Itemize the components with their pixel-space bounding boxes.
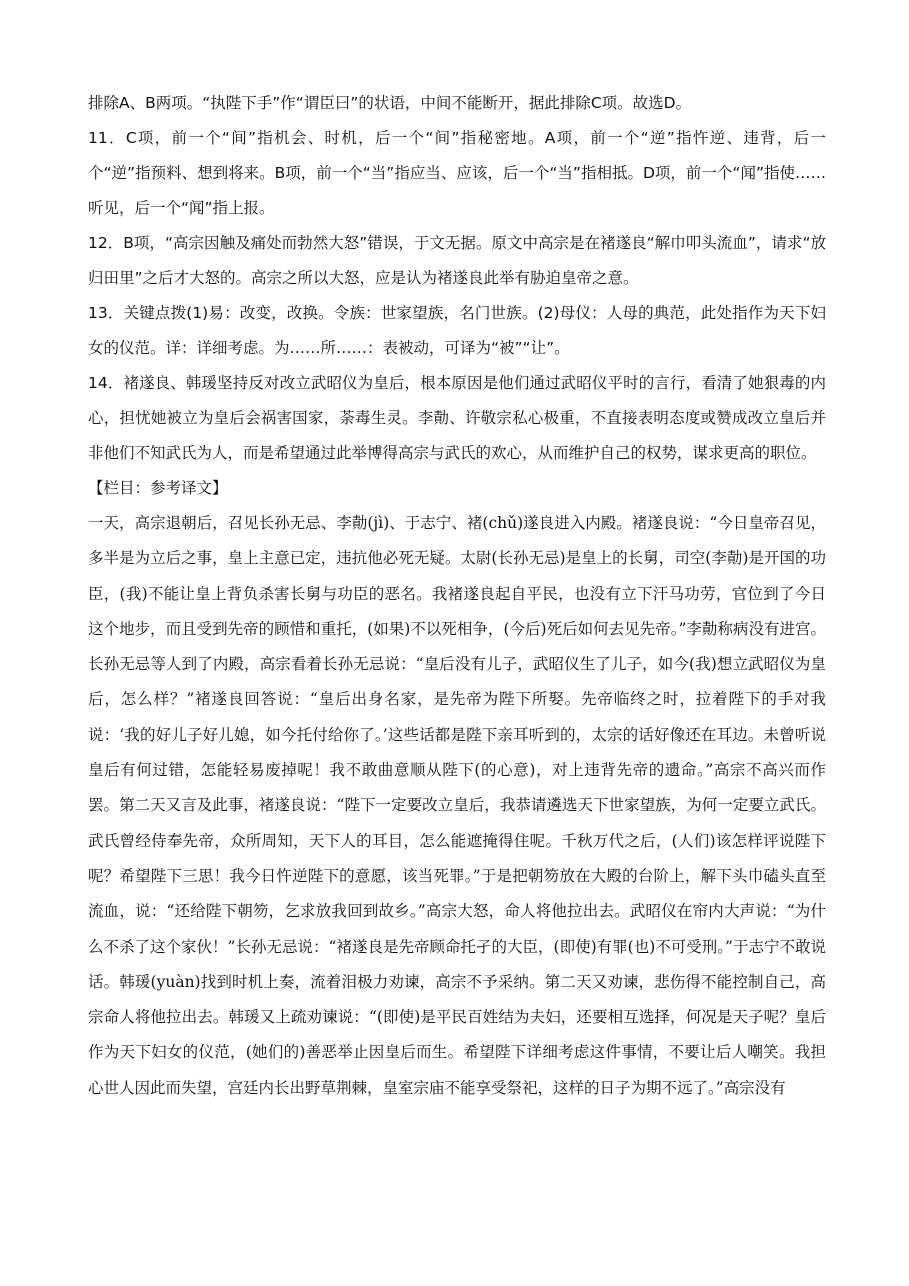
document-page bbox=[88, 86, 826, 1106]
section-title: 【栏目：参考译文】 bbox=[88, 479, 228, 497]
answer-14: 14．褚遂良、韩瑗坚持反对改立武昭仪为皇后，根本原因是他们通过武昭仪平时的言行，看清了她狠毒的内心，担忧她被立为皇后会祸害国家，荼毒生灵。李勣、许敬宗私心极重，不直接表明态度或赞成改立皇后并非他们不知武氏为人，而是希望通过此举博得高宗与武氏的欢心，从而维护自己的权势，谋求更高的职位。 bbox=[88, 374, 826, 462]
answer-13: 13．关键点拨(1)易：改变，改换。令族：世家望族，名门世族。(2)母仪：人母的典范，此处指作为天下妇女的仪范。详：详细考虑。为……所……：表被动，可译为“被”“让”。 bbox=[88, 304, 826, 357]
answer-12: 12．B项，“高宗因触及痛处而勃然大怒”错误，于文无据。原文中高宗是在褚遂良“解巾叩头流血”，请求“放归田里”之后才大怒的。高宗之所以大怒，应是认为褚遂良此举有胁迫皇帝之意。 bbox=[88, 234, 826, 287]
answer-10-tail: 排除A、B两项。“执陛下手”作“谓臣曰”的状语，中间不能断开，据此排除C项。故选D。 bbox=[88, 94, 692, 112]
reference-translation bbox=[88, 506, 826, 1106]
answer-explanations bbox=[88, 86, 826, 471]
translation-paragraph: 一天，高宗退朝后，召见长孙无忌、李勣(jì)、于志宁、褚(chǔ)遂良进入内殿。褚遂良说：“今日皇帝召见，多半是为立后之事，皇上主意已定，违抗他必死无疑。太尉(长孙无忌)是皇上的长舅，司空(李勣)是开国的功臣，(我)不能让皇上背负杀害长舅与功臣的恶名。我褚遂良起自平民，也没有立下汗马功劳，官位到了今日这个地步，而且受到先帝的顾惜和重托，(如果)不以死相争，(今后)死后如何去见先帝。”李勣称病没有进宫。长孙无忌等人到了内殿，高宗看着长孙无忌说：“皇后没有儿子，武昭仪生了儿子，如今(我)想立武昭仪为皇后，怎么样？”褚遂良回答说：“皇后出身名家，是先帝为陛下所娶。先帝临终之时，拉着陛下的手对我说：‘我的好儿子好儿媳，如今托付给你了。’这些话都是陛下亲耳听到的，太宗的话好像还在耳边。未曾听说皇后有何过错，怎能轻易废掉呢！我不敢曲意顺从陛下(的心意)，对上违背先帝的遗命。”高宗不高兴而作罢。第二天又言及此事，褚遂良说：“陛下一定要改立皇后，我恭请遴选天下世家望族，为何一定要立武氏。武氏曾经侍奉先帝，众所周知，天下人的耳目，怎么能遮掩得住呢。千秋万代之后，(人们)该怎样评说陛下呢？希望陛下三思！我今日忤逆陛下的意愿，该当死罪。”于是把朝笏放在大殿的台阶上，解下头巾磕头直至流血，说：“还给陛下朝笏，乞求放我回到故乡。”高宗大怒，命人将他拉出去。武昭仪在帘内大声说：“为什么不杀了这个家伙！”长孙无忌说：“褚遂良是先帝顾命托孑的大臣，(即使)有罪(也)不可受刑。”于志宁不敢说话。韩瑗(yuàn)找到时机上奏，流着泪极力劝谏，高宗不予采纳。第二天又劝谏，悲伤得不能控制自己，高宗命人将他拉出去。韩瑗又上疏劝谏说：“(即使)是平民百姓结为夫妇，还要相互选择，何况是天子呢？皇后作为天下妇女的仪范，(她们的)善恶举止因皇后而生。希望陛下详细考虑这件事情，不要让后人嘲笑。我担心世人因此而失望，宫廷内长出野草荆棘，皇室宗庙不能享受祭祀，这样的日子为期不远了。”高宗没有 bbox=[88, 514, 826, 1097]
answer-11: 11．C项，前一个“间”指机会、时机，后一个“间”指秘密地。A项，前一个“逆”指忤逆、违背，后一个“逆”指预料、想到将来。B项，前一个“当”指应当、应该，后一个“当”指相抵。D项，前一个“闻”指使……听见，后一个“闻”指上报。 bbox=[88, 129, 826, 217]
